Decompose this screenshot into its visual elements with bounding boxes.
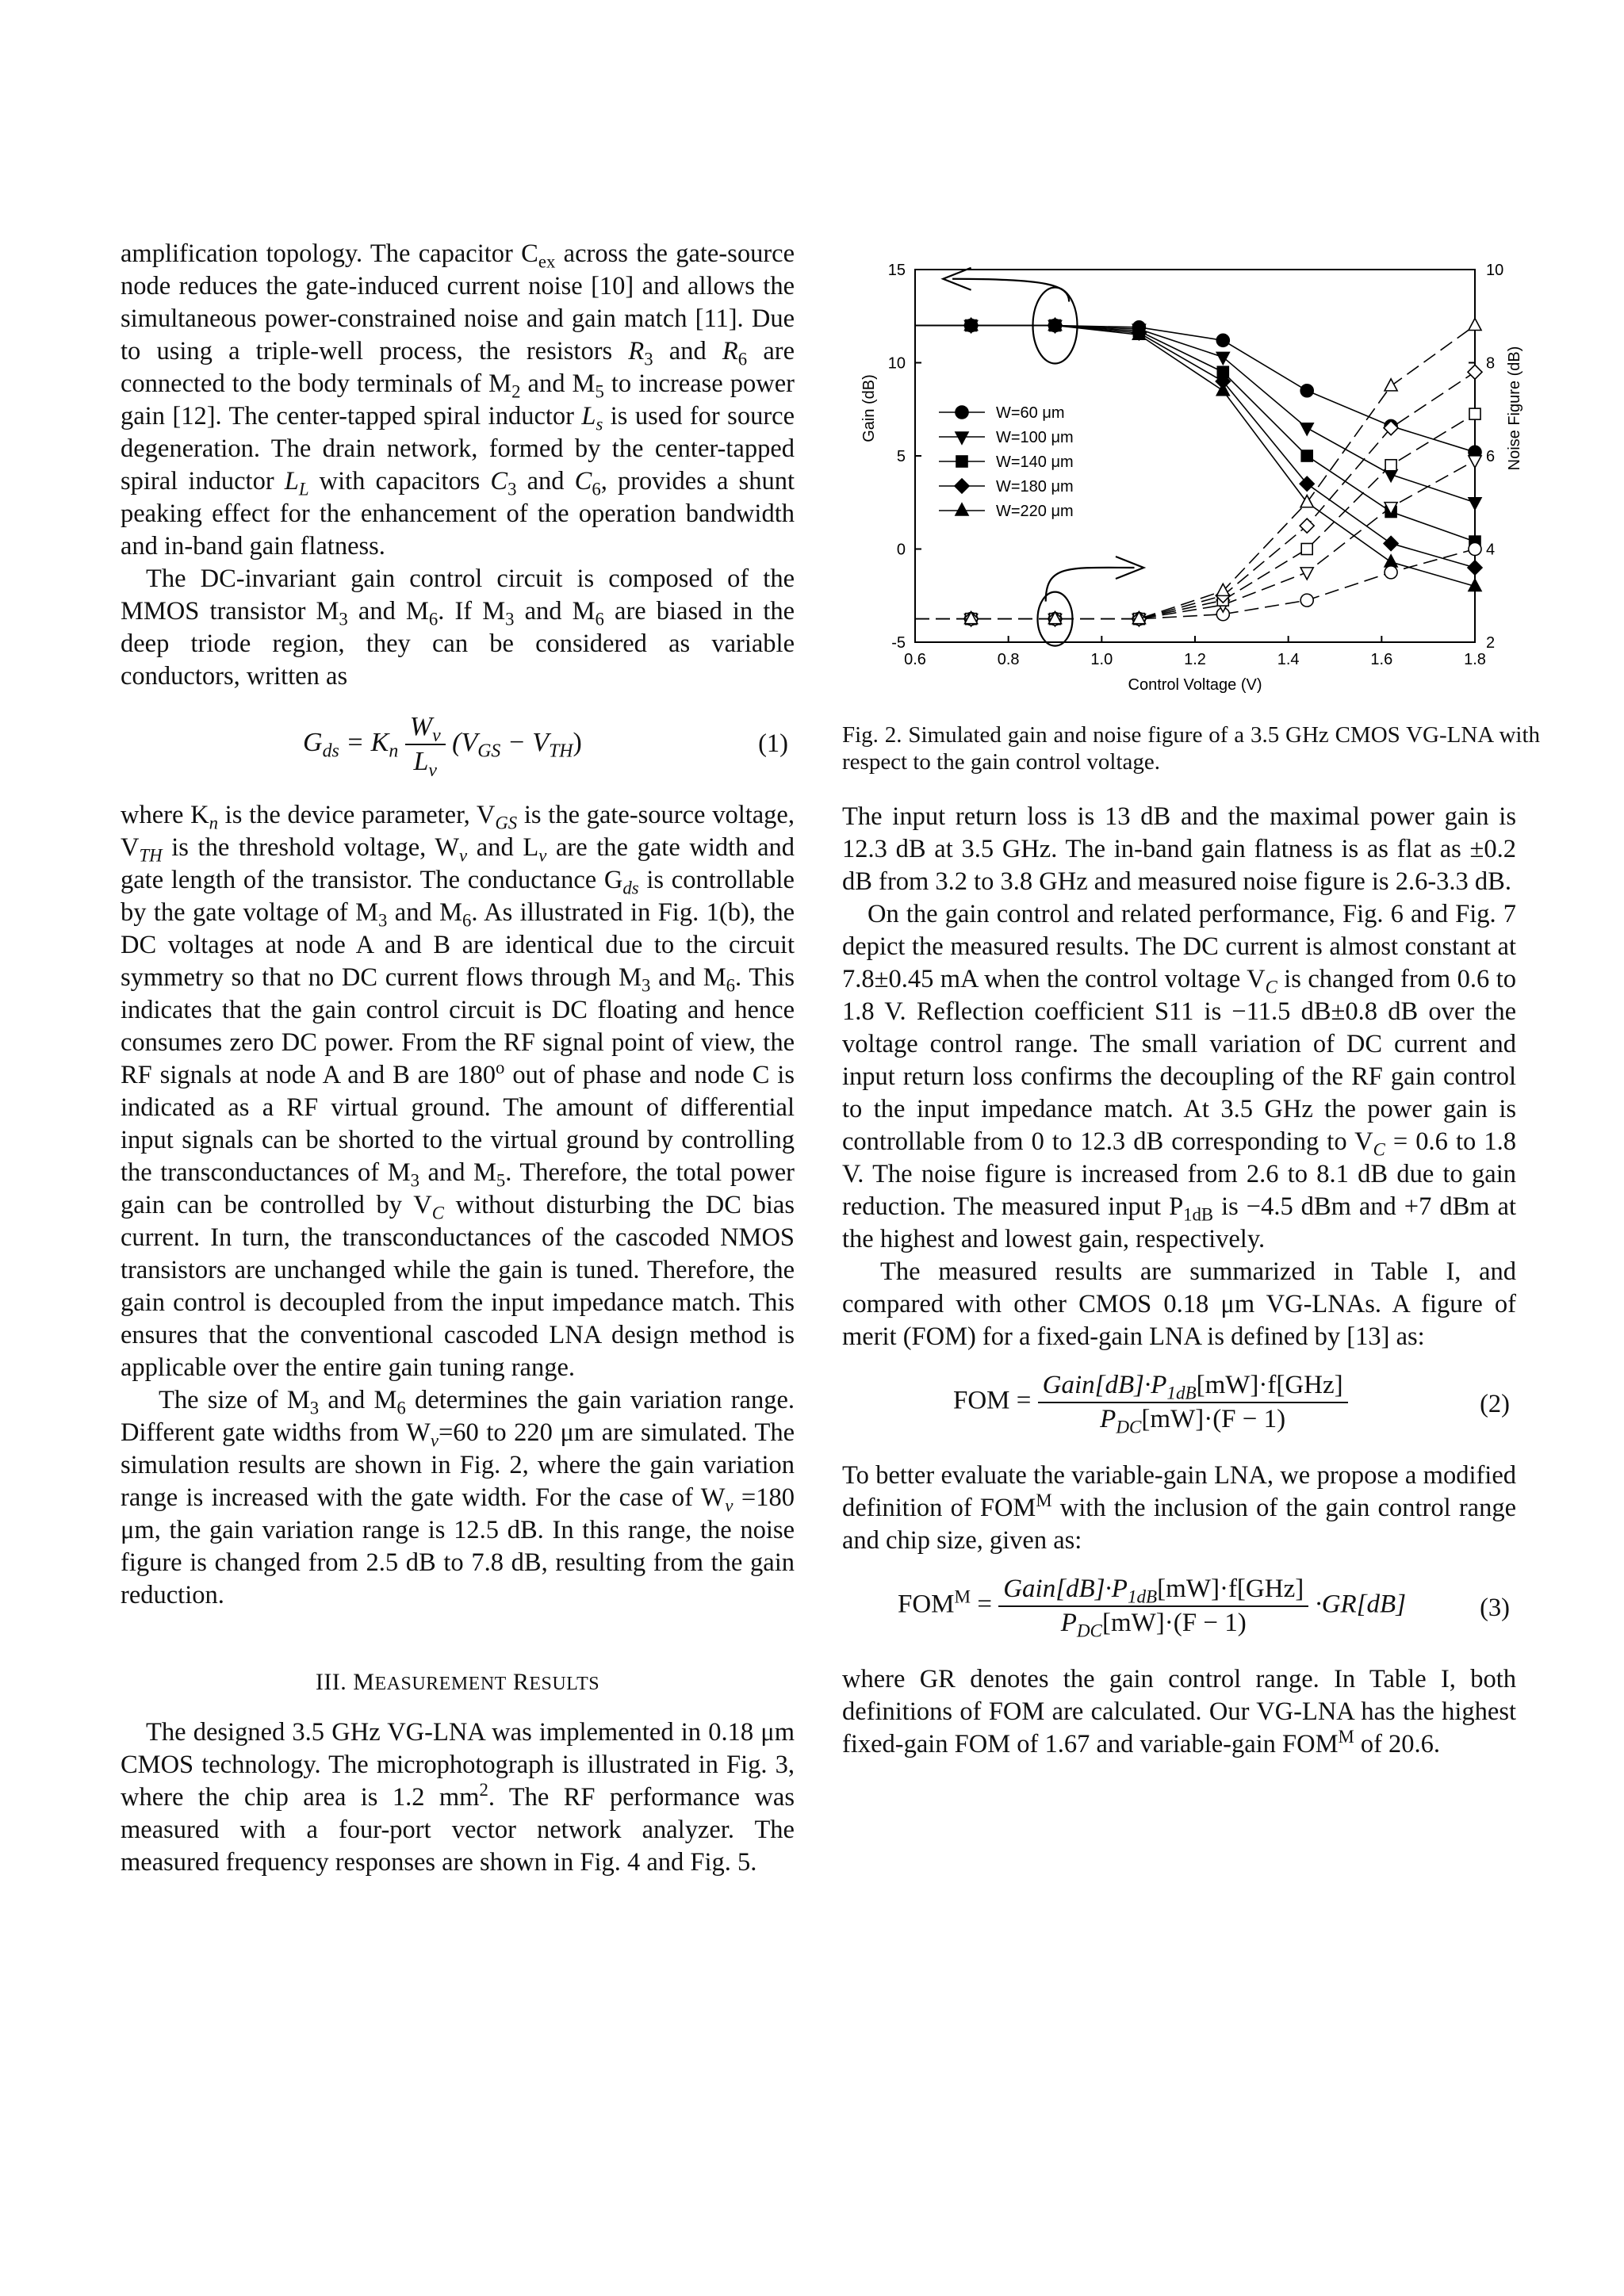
fraction: $\frac{Gain[dB]\cdot P_{1dB}[mW]\cdot f[GHz]}{P_{DC}[mW]\cdot(F - 1)}$ [998,1575,1308,1638]
gain-series-line [915,326,1475,568]
x-tick-label: 0.8 [997,651,1020,668]
nf-data-point [1469,319,1481,331]
y2-tick-label: 6 [1486,448,1496,465]
equation-number: (1) [758,729,788,758]
y2-axis-label: Noise Figure (dB) [1506,346,1523,471]
paragraph: The size of $M_3$ and $M_6$ determines the gain variation range. Different gate widths from $W_v=60$ to 220 μm are simulated. The simulation results are shown in Fig. 2, where the gain variation range is increased with the gate width. For the case of $W_v =180$ μm, the gain variation range is 12.5 dB. In this range, the noise figure is changed from 2.5 dB to 7.8 dB, resulting from the gain reduction. [121,1386,795,1609]
legend-label: W=60 μm [996,404,1065,422]
nf-arrow-curve [1046,568,1135,602]
equation-3: $FOM^M$ = $\frac{Gain[dB]\cdot P_{1dB}[mW]\cdot f[GHz]}{P_{DC}[mW]\cdot(F - 1)}$ ·GR[dB] (3) [898,1575,1510,1641]
legend-marker [956,503,968,515]
equation-1: $G_{ds} = K_n$ $\frac{W_v}{L_v}$ $(V_{GS} - V_{TH})$ (1) [303,712,788,781]
gain-data-point [1300,385,1313,397]
legend-marker [956,406,968,419]
paragraph: amplification topology. The capacitor $C_{ex}$ across the gate-source node reduces the gate-induced current noise [10] and allows the simultaneous power-constrained noise and gain match [11]. Due to using a triple-well process, the resistors $R_3$ and $R_6$ are connected to the body terminals of $M_2$ and $M_5$ to increase power gain [12]. The center-tapped spiral inductor $L_s$ is used for source degeneration. The drain network, formed by the center-tapped spiral inductor $L_L$ with capacitors $C_3$ and $C_6$, provides a shunt peaking effect for the enhancement of the operation bandwidth and in-band gain flatness. [121,239,795,561]
x-tick-label: 1.2 [1184,651,1206,668]
y-tick-label: 10 [887,354,906,373]
y-tick-label: 15 [887,262,906,279]
x-tick-label: 0.6 [904,651,926,668]
fraction: $\frac{Gain[dB]\cdot P_{1dB}[mW]\cdot f[GHz]}{P_{DC}[mW]\cdot(F - 1)}$ [1038,1371,1348,1434]
gain-data-point [1216,352,1229,364]
x-tick-label: 1.4 [1277,651,1300,668]
nf-data-point [1469,456,1481,468]
gain-data-point [1300,423,1313,435]
gain-data-point [1384,536,1398,550]
section-heading: III. MEASUREMENT RESULTS [315,1669,600,1695]
gain-data-point [1469,498,1481,510]
y2-tick-label: 10 [1486,262,1504,279]
paragraph: On the gain control and related performance, Fig. 6 and Fig. 7 depict the measured results. The DC current is almost constant at 7.8±0.45 mA when the control voltage $V_C$ is changed from 0.6 to 1.8 V. Reflection coefficient S11 is −11.5 dB±0.8 dB over the voltage control range. The small variation of DC current and input return loss confirms the decoupling of the RF gain control to the input impedance match. At 3.5 GHz the power gain is controllable from 0 to 12.3 dB corresponding to $V_C = 0.6$ to 1.8 V. The noise figure is increased from 2.6 to 8.1 dB due to gain reduction. The measured input $P_{1dB}$ is −4.5 dBm and +7 dBm at the highest and lowest gain, respectively. [842,900,1517,1253]
gain-data-point [1216,334,1229,346]
nf-data-point [1385,566,1397,579]
gain-data-point [1385,555,1397,567]
x-axis-label: Control Voltage (V) [1128,676,1262,694]
legend-label: W=100 μm [996,429,1074,446]
y-axis-label: Gain (dB) [860,374,878,442]
nf-data-point [1468,365,1482,379]
paragraph: The DC-invariant gain control circuit is composed of the MMOS transistor $M_3$ and $M_6$. If $M_3$ and $M_6$ are biased in the deep triode region, they can be considered as variable conductors, written as [121,564,795,691]
legend-marker [956,456,967,467]
legend-label: W=220 μm [996,503,1074,520]
legend-label: W=180 μm [996,478,1074,496]
x-tick-label: 1.6 [1370,651,1393,668]
legend-marker [956,432,968,444]
nf-data-point [1385,379,1397,391]
figure-caption: Fig. 2. Simulated gain and noise figure of a 3.5 GHz CMOS VG-LNA with respect to the gain control voltage. [842,722,1540,775]
nf-data-point [1300,519,1314,533]
left-column [121,238,795,1879]
y2-tick-label: 4 [1486,541,1496,559]
gain-data-point [1300,476,1314,491]
nf-data-point [1469,543,1481,556]
right-column [842,801,1516,1761]
y2-tick-label: 2 [1486,634,1496,652]
figure-2 [842,238,1540,698]
paragraph: The input return loss is 13 dB and the maximal power gain is 12.3 dB at 3.5 GHz. The in-band gain flatness is as flat as ±0.2 dB from 3.2 to 3.8 GHz and measured noise figure is 2.6-3.3 dB. [842,802,1516,896]
legend-marker [955,479,969,493]
paragraph: The measured results are summarized in Table I, and compared with other CMOS 0.18 μm VG-LNAs. A figure of merit (FOM) for a fixed-gain LNA is defined by [13] as: [842,1257,1516,1351]
y-tick-label: -5 [891,634,906,652]
gain-data-point [1216,384,1229,396]
paragraph: To better evaluate the variable-gain LNA, we propose a modified definition of $FOM^M$ with the inclusion of the gain control range and chip size, given as: [842,1461,1516,1555]
nf-data-point [1300,594,1313,607]
fraction: $\frac{W_v}{L_v}$ [405,712,446,777]
x-tick-label: 1.0 [1090,651,1113,668]
equation-2: FOM = $\frac{Gain[dB]\cdot P_{1dB}[mW]\cdot f[GHz]}{P_{DC}[mW]\cdot(F - 1)}$ (2) [953,1371,1510,1437]
paragraph: The designed 3.5 GHz VG-LNA was implemented in 0.18 μm CMOS technology. The microphotograph is illustrated in Fig. 3, where the chip area is 1.2 $mm^2$. The RF performance was measured with a four-port vector network analyzer. The measured frequency responses are shown in Fig. 4 and Fig. 5. [121,1718,795,1877]
gain-nf-chart [842,238,1540,698]
gain-data-point [1301,450,1312,461]
nf-data-point [1469,408,1480,419]
y-tick-label: 5 [896,448,906,465]
x-tick-label: 1.8 [1464,651,1486,668]
legend-label: W=140 μm [996,453,1074,471]
gain-data-point [1468,561,1482,575]
equation-number: (3) [1480,1594,1510,1622]
paragraph: where GR denotes the gain control range. In Table I, both definitions of FOM are calculated. Our VG-LNA has the highest fixed-gain FOM of 1.67 and variable-gain $FOM^M$ of 20.6. [842,1665,1516,1758]
y2-tick-label: 8 [1486,354,1496,373]
equation-number: (2) [1480,1390,1510,1418]
paragraph: where $K_n$ is the device parameter, $V_{GS}$ is the gate-source voltage, $V_{TH}$ is the threshold voltage, $W_v$ and $L_v$ are the gate width and gate length of the transistor. The conductance $G_{ds}$ is controllable by the gate voltage of $M_3$ and $M_6$. As illustrated in Fig. 1(b), the DC voltages at node A and B are identical due to the circuit symmetry so that no DC current flows through $M_3$ and $M_6$. This indicates that the gain control circuit is DC floating and hence consumes zero DC power. From the RF signal point of view, the RF signals at node A and B are 180$^o$ out of phase and node C is indicated as a RF virtual ground. The amount of differential input signals can be shorted to the virtual ground by controlling the transconductances of $M_3$ and $M_5$. Therefore, the total power gain can be controlled by $V_C$ without disturbing the DC bias current. In turn, the transconductances of the cascoded NMOS transistors are unchanged while the gain is tuned. Therefore, the gain control is decoupled from the input impedance match. This ensures that the conventional cascoded LNA design method is applicable over the entire gain tuning range. [121,801,795,1382]
y-tick-label: 0 [896,541,906,559]
nf-data-point [1385,460,1396,471]
nf-data-point [1301,544,1312,555]
